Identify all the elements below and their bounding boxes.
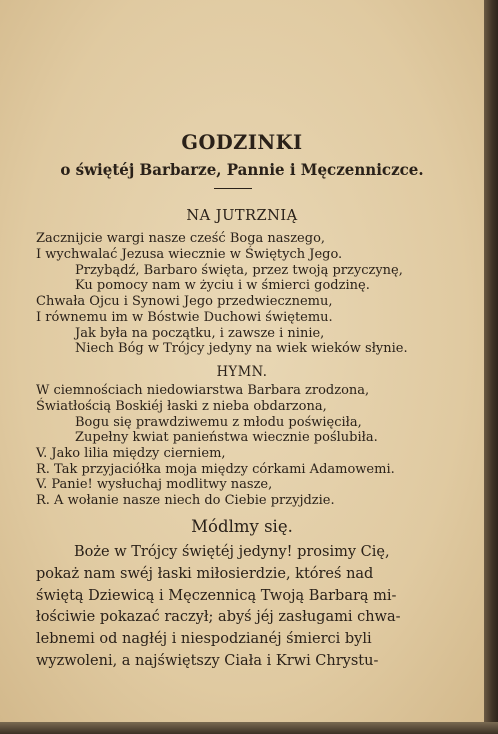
response-line: R. Tak przyjaciółka moja między córkami Adamowemi. [36,462,395,477]
section-heading-matins: NA JUTRZNIĄ [186,206,298,224]
prayer-line: świętą Dziewicą i Męczennicą Twoją Barbarą mi- [36,588,397,604]
prayer-line: pokaż nam swéj łaski miłosierdzie, któreś nad [36,566,374,582]
prayer-line: lebnemi od nagłéj i niespodzianéj śmierci byli [36,631,372,647]
verse-line: Jak była na początku, i zawsze i ninie, [75,326,325,341]
book-edge-bottom [0,722,498,734]
verse-line: Zacznijcie wargi nasze cześć Boga naszego, [36,231,326,246]
page-title: GODZINKI [181,130,303,154]
page-subtitle: o świętéj Barbarze, Pannie i Męczenniczce. [60,160,424,179]
prayer-line: Boże w Trójcy świętéj jedyny! prosimy Cię, [74,544,390,560]
hymn-line: Zupełny kwiat panieństwa wiecznie poślubiła. [75,430,378,445]
versicle-line: V. Panie! wysłuchaj modlitwy nasze, [36,477,273,492]
section-heading-hymn: HYMN. [216,364,268,380]
hymn-line: W ciemnościach niedowiarstwa Barbara zrodzona, [36,383,370,398]
response-line: R. A wołanie nasze niech do Ciebie przyjdzie. [36,493,335,508]
book-edge-right [484,0,498,734]
prayer-line: łościwie pokazać raczył; abyś jéj zasługami chwa- [36,609,401,625]
prayer-line: wyzwoleni, a najświętszy Ciała i Krwi Chrystu- [36,653,379,669]
verse-line: Ku pomocy nam w życiu i w śmierci godzinę. [75,278,370,293]
verse-line: Niech Bóg w Trójcy jedyny na wiek wieków słynie. [75,341,408,356]
verse-line: I równemu im w Bóstwie Duchowi świętemu. [36,310,333,325]
section-heading-prayer: Módlmy się. [191,517,293,537]
verse-line: I wychwalać Jezusa wiecznie w Świętych Jego. [36,247,343,262]
hymn-line: Światłością Boskiéj łaski z nieba obdarzona, [36,399,327,414]
verse-line: Chwała Ojcu i Synowi Jego przedwiecznemu, [36,294,333,309]
title-divider [214,188,252,189]
hymn-line: Bogu się prawdziwemu z młodu poświęciła, [75,415,362,430]
versicle-line: V. Jako lilia między cierniem, [36,446,226,461]
verse-line: Przybądź, Barbaro święta, przez twoją przyczynę, [75,263,403,278]
